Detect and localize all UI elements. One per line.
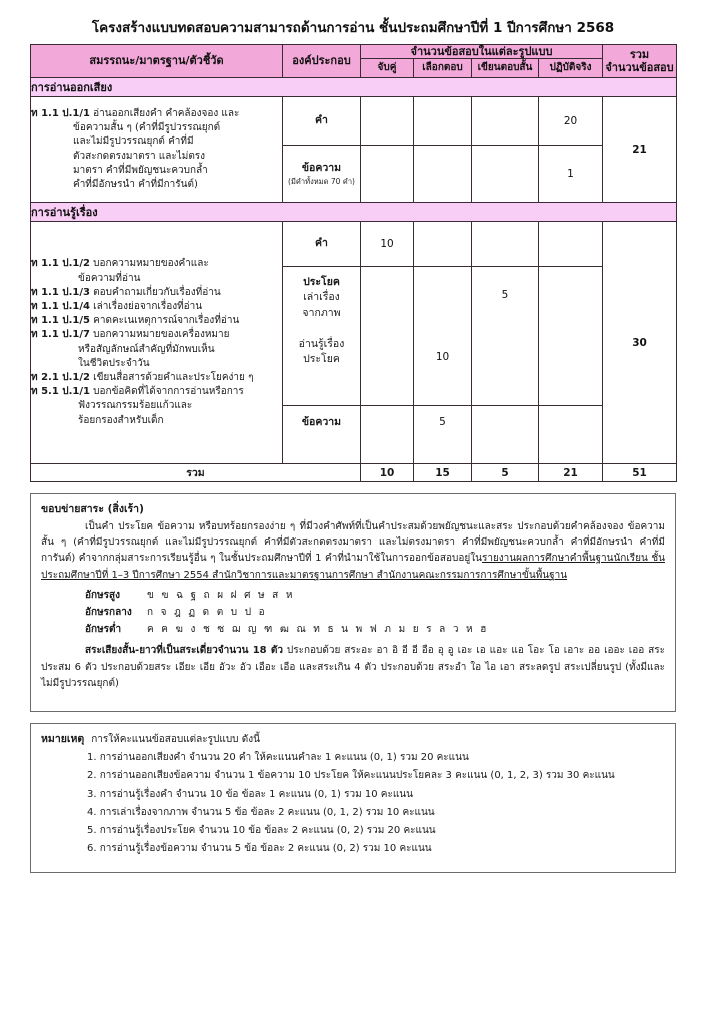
count-multiple-choice: 5 <box>414 406 472 464</box>
page-title: โครงสร้างแบบทดสอบความสามารถด้านการอ่าน ชั้นประถมศึกษาปีที่ 1 ปีการศึกษา 2568 <box>91 20 615 36</box>
count-short-answer <box>472 97 539 146</box>
indicator-line: ในชีวิตประจำวัน <box>78 357 150 369</box>
indicator-line: ท 5.1 ป.1/1 บอกข้อคิดที่ได้จากการอ่านหรือการ <box>31 386 244 398</box>
header-format-matching: จับคู่ <box>361 59 414 78</box>
count-performance: 20 <box>539 97 603 146</box>
consonant-class-chars: ข ฃ ฉ ฐ ถ ผ ฝ ศ ษ ส ห <box>147 589 295 601</box>
count-matching <box>361 406 414 464</box>
component-label: ข้อความ <box>301 161 342 174</box>
consonant-class-chars: ค ฅ ฆ ง ช ซ ฌ ญ ฑ ฒ ณ ท ธ น พ ฟ ภ ม ย ร ล ว ห ฮ <box>147 624 489 636</box>
count-performance <box>539 222 603 267</box>
consonant-classes <box>41 587 665 639</box>
grand-total-short-answer: 5 <box>472 464 539 482</box>
list-item: 2. การอ่านออกเสียงข้อความ จำนวน 1 ข้อความ 10 ประโยค ให้คะแนนประโยคละ 3 คะแนน (0, 1, 2, 3) รวม 30 คะแนน <box>87 770 615 782</box>
indicator-line: ท 1.1 ป.1/2 บอกความหมายของคำและ <box>31 258 209 270</box>
notes-intro: การให้คะแนนข้อสอบแต่ละรูปแบบ ดังนี้ <box>91 733 260 745</box>
indicator-line: ท 1.1 ป.1/5 คาดคะเนเหตุการณ์จากเรื่องที่อ่าน <box>31 315 240 327</box>
indicator-line: ข้อความที่อ่าน <box>78 272 141 284</box>
component-sub-line: เล่าเรื่อง <box>303 291 340 304</box>
indicator-line: ท 1.1 ป.1/1 อ่านออกเสียงคำ คำคล้องจอง และ <box>31 108 240 119</box>
vowels-paragraph <box>41 643 665 692</box>
component-cell-text-1 <box>283 146 361 203</box>
count-matching <box>361 146 414 203</box>
count-multiple-choice: 10 <box>414 267 472 406</box>
indicator-line: ฟังวรรณกรรมร้อยแก้วและ <box>78 400 193 412</box>
component-sub-line: จากภาพ <box>302 306 341 319</box>
count-matching <box>361 97 414 146</box>
grand-total-label: รวม <box>31 464 361 482</box>
consonant-class-label: อักษรกลาง <box>85 607 132 618</box>
table-row <box>31 222 677 267</box>
count-multiple-choice <box>414 97 472 146</box>
scope-box-title: ขอบข่ายสาระ (สิ่งเร้า) <box>41 503 144 516</box>
grand-total-multiple-choice: 15 <box>414 464 472 482</box>
header-question-formats: จำนวนข้อสอบในแต่ละรูปแบบ <box>361 44 603 58</box>
component-cell-text-2: ข้อความ <box>283 406 361 464</box>
indicator-line: และไม่มีรูปวรรณยุกต์ คำที่มี <box>73 136 194 148</box>
test-structure-table <box>30 44 677 482</box>
count-short-answer <box>472 222 539 267</box>
indicator-line: ท 2.1 ป.1/2 เขียนสื่อสารด้วยคำและประโยคง่าย ๆ <box>31 371 254 383</box>
section-band-reading-aloud <box>31 78 677 97</box>
list-item: 5. การอ่านรู้เรื่องประโยค จำนวน 10 ข้อ ข้อละ 2 คะแนน (0, 2) รวม 20 คะแนน <box>87 824 436 836</box>
component-cell-word-1: คำ <box>283 97 361 146</box>
indicator-line: หรือสัญลักษณ์สำคัญที่มักพบเห็น <box>78 343 215 355</box>
indicator-line: ท 1.1 ป.1/4 เล่าเรื่องย่อจากเรื่องที่อ่าน <box>31 301 203 312</box>
indicator-line: ข้อความสั้น ๆ (คำที่มีรูปวรรณยุกต์ <box>73 122 221 134</box>
vowels-text: ประกอบด้วย สระอะ อา อิ อี อี อือ อุ อู เอะ เอ แอะ แอ โอะ โอ เอาะ ออ เออะ เออ สระประสม 6 ตัว ประกอบด้วยสระ เอียะ เอีย อัวะ อัว เอือะ เอือ และสระเกิน 4 ตัว ประกอบด้วย สระอำ ใอ ไอ เอา สระลดรูป สระเปลี่ยนรูป (ทั้งมีและไม่มีรูปวรรณยุกต์) <box>41 645 665 689</box>
list-item: 3. การอ่านรู้เรื่องคำ จำนวน 10 ข้อ ข้อละ 1 คะแนน (0, 1) รวม 10 คะแนน <box>87 788 413 800</box>
count-multiple-choice <box>414 146 472 203</box>
component-label: ประโยค <box>303 276 340 289</box>
consonant-class-chars: ก จ ฎ ฏ ด ต บ ป อ <box>147 607 267 618</box>
grand-total-sum: 51 <box>603 464 677 482</box>
grand-total-matching: 10 <box>361 464 414 482</box>
header-format-performance: ปฏิบัติจริง <box>539 59 603 78</box>
component-sub-line: ประโยค <box>303 352 340 365</box>
section-band-label-1: การอ่านออกเสียง <box>31 78 677 97</box>
header-component: องค์ประกอบ <box>283 44 361 77</box>
header-competency: สมรรถนะ/มาตรฐาน/ตัวชี้วัด <box>31 44 283 77</box>
indicator-line: ร้อยกรองสำหรับเด็ก <box>78 414 164 426</box>
grand-total-performance: 21 <box>539 464 603 482</box>
scope-box <box>30 493 676 712</box>
scope-paragraph <box>41 519 665 584</box>
component-cell-word-2: คำ <box>283 222 361 267</box>
component-spacer <box>283 321 360 337</box>
consonant-class-mid <box>85 604 665 621</box>
notes-list <box>41 749 665 858</box>
table-header-row-1 <box>31 44 677 58</box>
vowels-heading: สระเสียงสั้น-ยาวที่เป็นสระเดี่ยวจำนวน 18 ตัว <box>85 645 283 657</box>
scope-paragraph-text: เป็นคำ ประโยค ข้อความ หรือบทร้อยกรองง่าย ๆ ที่มีวงคำศัพท์ที่เป็นคำประสมด้วยพยัญชนะและสระ ประกอบด้วยคำคล้องจอง ข้อความสั้น ๆ (คำที่มีรูปวรรณยุกต์ และไม่มีรูปวรรณยุกต์ คำที่มีตัวสะกดตรงมาตรา และไม่ตรงมาตรา คำที่มีพยัญชนะควบกล้ำ คำที่มีอักษรนำ คำที่มีการันต์) คำจากกลุ่มสาระการเรียนรู้อื่น ๆ ในชั้นประถมศึกษาปีที่ 1 คำที่นำมาใช้ในการออกข้อสอบอยู่ใน <box>41 521 665 565</box>
indicator-cell-1 <box>31 97 283 203</box>
grand-total-row <box>31 464 677 482</box>
indicator-line: ตัวสะกดตรงมาตรา และไม่ตรง <box>73 150 206 162</box>
count-matching: 10 <box>361 222 414 267</box>
component-sub-line: อ่านรู้เรื่อง <box>298 337 345 350</box>
notes-box <box>30 723 676 873</box>
consonant-class-label: อักษรต่ำ <box>85 624 122 636</box>
indicator-line: ท 1.1 ป.1/3 ตอบคำถามเกี่ยวกับเรื่องที่อ่าน <box>31 286 221 298</box>
notes-label: หมายเหตุ <box>41 732 85 745</box>
component-cell-sentence <box>283 267 361 406</box>
section-total-2: 30 <box>603 222 677 464</box>
indicator-line: ท 1.1 ป.1/7 บอกความหมายของเครื่องหมาย <box>31 329 230 341</box>
component-note: (มีคำทั้งหมด 70 คำ) <box>288 176 355 186</box>
header-format-short-answer: เขียนตอบสั้น <box>472 59 539 78</box>
list-item: 6. การอ่านรู้เรื่องข้อความ จำนวน 5 ข้อ ข้อละ 2 คะแนน (0, 2) รวม 10 คะแนน <box>87 843 432 855</box>
notes-header <box>41 731 665 748</box>
section-total-1: 21 <box>603 97 677 203</box>
count-matching <box>361 267 414 406</box>
count-performance <box>539 267 603 406</box>
indicator-line: คำที่มีอักษรนำ คำที่มีการันต์) <box>73 178 198 190</box>
consonant-class-low <box>85 621 665 638</box>
count-multiple-choice <box>414 222 472 267</box>
consonant-class-label: อักษรสูง <box>85 589 121 601</box>
header-total <box>603 44 677 77</box>
count-short-answer: 5 <box>472 267 539 406</box>
count-short-answer <box>472 406 539 464</box>
header-total-line1: รวม <box>629 47 650 61</box>
header-format-multiple-choice: เลือกตอบ <box>414 59 472 78</box>
indicator-cell-2 <box>31 222 283 464</box>
count-performance: 1 <box>539 146 603 203</box>
consonant-class-high <box>85 587 665 604</box>
section-band-label-2: การอ่านรู้เรื่อง <box>31 203 677 222</box>
list-item: 4. การเล่าเรื่องจากภาพ จำนวน 5 ข้อ ข้อละ 2 คะแนน (0, 1, 2) รวม 10 คะแนน <box>87 806 435 818</box>
scope-paragraph-underlined: รายงานผลการศึกษาคำพื้นฐานนักเรียน ชั้นประถมศึกษาปีที่ 1–3 ปีการศึกษา 2554 สำนักวิชาการและมาตรฐานการศึกษา สำนักงานคณะกรรมการการศึกษาขั้นพื้นฐาน <box>41 553 665 581</box>
section-band-reading-comprehension <box>31 203 677 222</box>
header-total-line2: จำนวนข้อสอบ <box>605 60 674 74</box>
list-item: 1. การอ่านออกเสียงคำ จำนวน 20 คำ ให้คะแนนคำละ 1 คะแนน (0, 1) รวม 20 คะแนน <box>87 752 469 764</box>
table-row <box>31 97 677 146</box>
indicator-line: มาตรา คำที่มีพยัญชนะควบกล้ำ <box>73 164 208 176</box>
count-short-answer <box>472 146 539 203</box>
count-performance <box>539 406 603 464</box>
